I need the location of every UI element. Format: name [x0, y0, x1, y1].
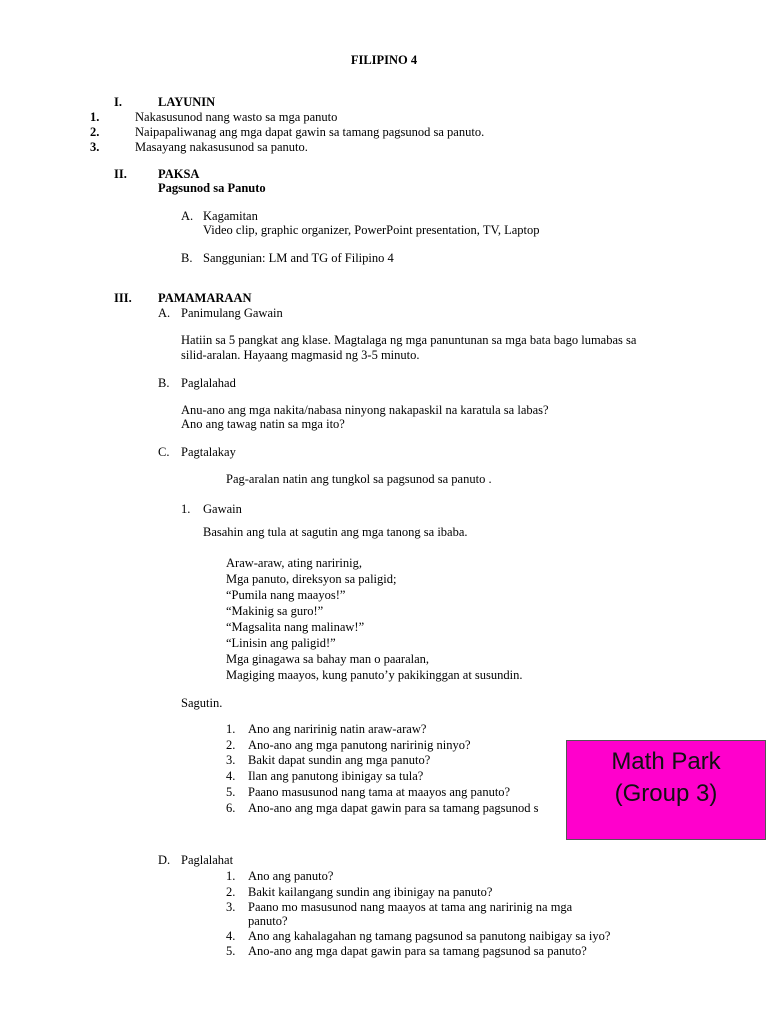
objective-text: Nakasusunod nang wasto sa mga panuto — [135, 110, 338, 124]
question-number: 3. — [226, 753, 236, 767]
generalization-text: Ano ang kahalagahan ng tamang pagsunod sa panutong naibigay sa iyo? — [248, 929, 611, 943]
references-text: Sanggunian: LM and TG of Filipino 4 — [203, 251, 394, 265]
section-1-heading: LAYUNIN — [158, 95, 216, 109]
group-label-box — [566, 740, 766, 840]
group-label-title: Math Park — [611, 748, 721, 775]
objective-text: Masayang nakasusunod sa panuto. — [135, 140, 308, 154]
references-letter: B. — [181, 251, 193, 265]
objective-text: Naipapaliwanag ang mga dapat gawin sa tamang pagsunod sa panuto. — [135, 125, 485, 139]
objective-number: 3. — [90, 140, 100, 154]
step-a-letter: A. — [158, 306, 171, 320]
question-number: 4. — [226, 769, 236, 783]
activity-number: 1. — [181, 502, 191, 516]
question-number: 2. — [226, 738, 236, 752]
materials-text: Video clip, graphic organizer, PowerPoint presentation, TV, Laptop — [203, 223, 540, 237]
step-c-text: Pag-aralan natin ang tungkol sa pagsunod sa panuto . — [226, 472, 492, 486]
generalization-number: 5. — [226, 944, 236, 958]
question-text: Ano-ano ang mga dapat gawin para sa tamang pagsunod s — [248, 801, 539, 815]
poem-line: “Linisin ang paligid!” — [226, 636, 336, 650]
question-number: 1. — [226, 722, 236, 736]
activity-label: Gawain — [203, 502, 242, 516]
step-d-label: Paglalahat — [181, 853, 234, 867]
document-title: FILIPINO 4 — [350, 53, 418, 67]
step-a-text: silid-aralan. Hayaang magmasid ng 3-5 minuto. — [181, 348, 420, 362]
generalization-number: 3. — [226, 900, 236, 914]
generalization-text: Ano-ano ang mga dapat gawin para sa tamang pagsunod sa panuto? — [248, 944, 587, 958]
question-text: Ano-ano ang mga panutong naririnig ninyo? — [248, 738, 471, 752]
question-text: Ilan ang panutong ibinigay sa tula? — [248, 769, 424, 783]
step-a-text: Hatiin sa 5 pangkat ang klase. Magtalaga ng mga panuntunan sa mga bata bago lumabas sa — [181, 333, 637, 347]
question-number: 6. — [226, 801, 236, 815]
activity-instruction: Basahin ang tula at sagutin ang mga tanong sa ibaba. — [203, 525, 468, 539]
step-b-text: Anu-ano ang mga nakita/nabasa ninyong nakapaskil na karatula sa labas? — [181, 403, 549, 417]
generalization-number: 2. — [226, 885, 236, 899]
topic-title: Pagsunod sa Panuto — [158, 181, 266, 195]
step-d-letter: D. — [158, 853, 171, 867]
generalization-text: Paano mo masusunod nang maayos at tama ang naririnig na mga — [248, 900, 573, 914]
poem-line: Magiging maayos, kung panuto’y pakikinggan at susundin. — [226, 668, 523, 682]
poem-line: Araw-araw, ating naririnig, — [226, 556, 362, 570]
question-text: Ano ang naririnig natin araw-araw? — [248, 722, 427, 736]
materials-label: Kagamitan — [203, 209, 258, 223]
section-3-number: III. — [114, 291, 132, 305]
step-c-label: Pagtalakay — [181, 445, 236, 459]
group-label-subtitle: (Group 3) — [614, 780, 718, 807]
generalization-text: panuto? — [248, 914, 288, 928]
section-2-heading: PAKSA — [158, 167, 200, 181]
poem-line: “Pumila nang maayos!” — [226, 588, 346, 602]
generalization-number: 4. — [226, 929, 236, 943]
objective-number: 1. — [90, 110, 100, 124]
step-c-letter: C. — [158, 445, 170, 459]
step-b-letter: B. — [158, 376, 170, 390]
poem-line: Mga panuto, direksyon sa paligid; — [226, 572, 397, 586]
generalization-text: Bakit kailangang sundin ang ibinigay na panuto? — [248, 885, 493, 899]
step-b-text: Ano ang tawag natin sa mga ito? — [181, 417, 345, 431]
poem-line: “Magsalita nang malinaw!” — [226, 620, 365, 634]
objective-number: 2. — [90, 125, 100, 139]
question-text: Bakit dapat sundin ang mga panuto? — [248, 753, 431, 767]
step-a-label: Panimulang Gawain — [181, 306, 283, 320]
answer-prompt: Sagutin. — [181, 696, 223, 710]
section-1-number: I. — [114, 95, 122, 109]
poem-line: “Makinig sa guro!” — [226, 604, 324, 618]
materials-letter: A. — [181, 209, 194, 223]
section-3-heading: PAMAMARAAN — [158, 291, 252, 305]
generalization-number: 1. — [226, 869, 236, 883]
generalization-text: Ano ang panuto? — [248, 869, 334, 883]
section-2-number: II. — [114, 167, 127, 181]
poem-line: Mga ginagawa sa bahay man o paaralan, — [226, 652, 430, 666]
step-b-label: Paglalahad — [181, 376, 236, 390]
question-text: Paano masusunod nang tama at maayos ang panuto? — [248, 785, 511, 799]
question-number: 5. — [226, 785, 236, 799]
